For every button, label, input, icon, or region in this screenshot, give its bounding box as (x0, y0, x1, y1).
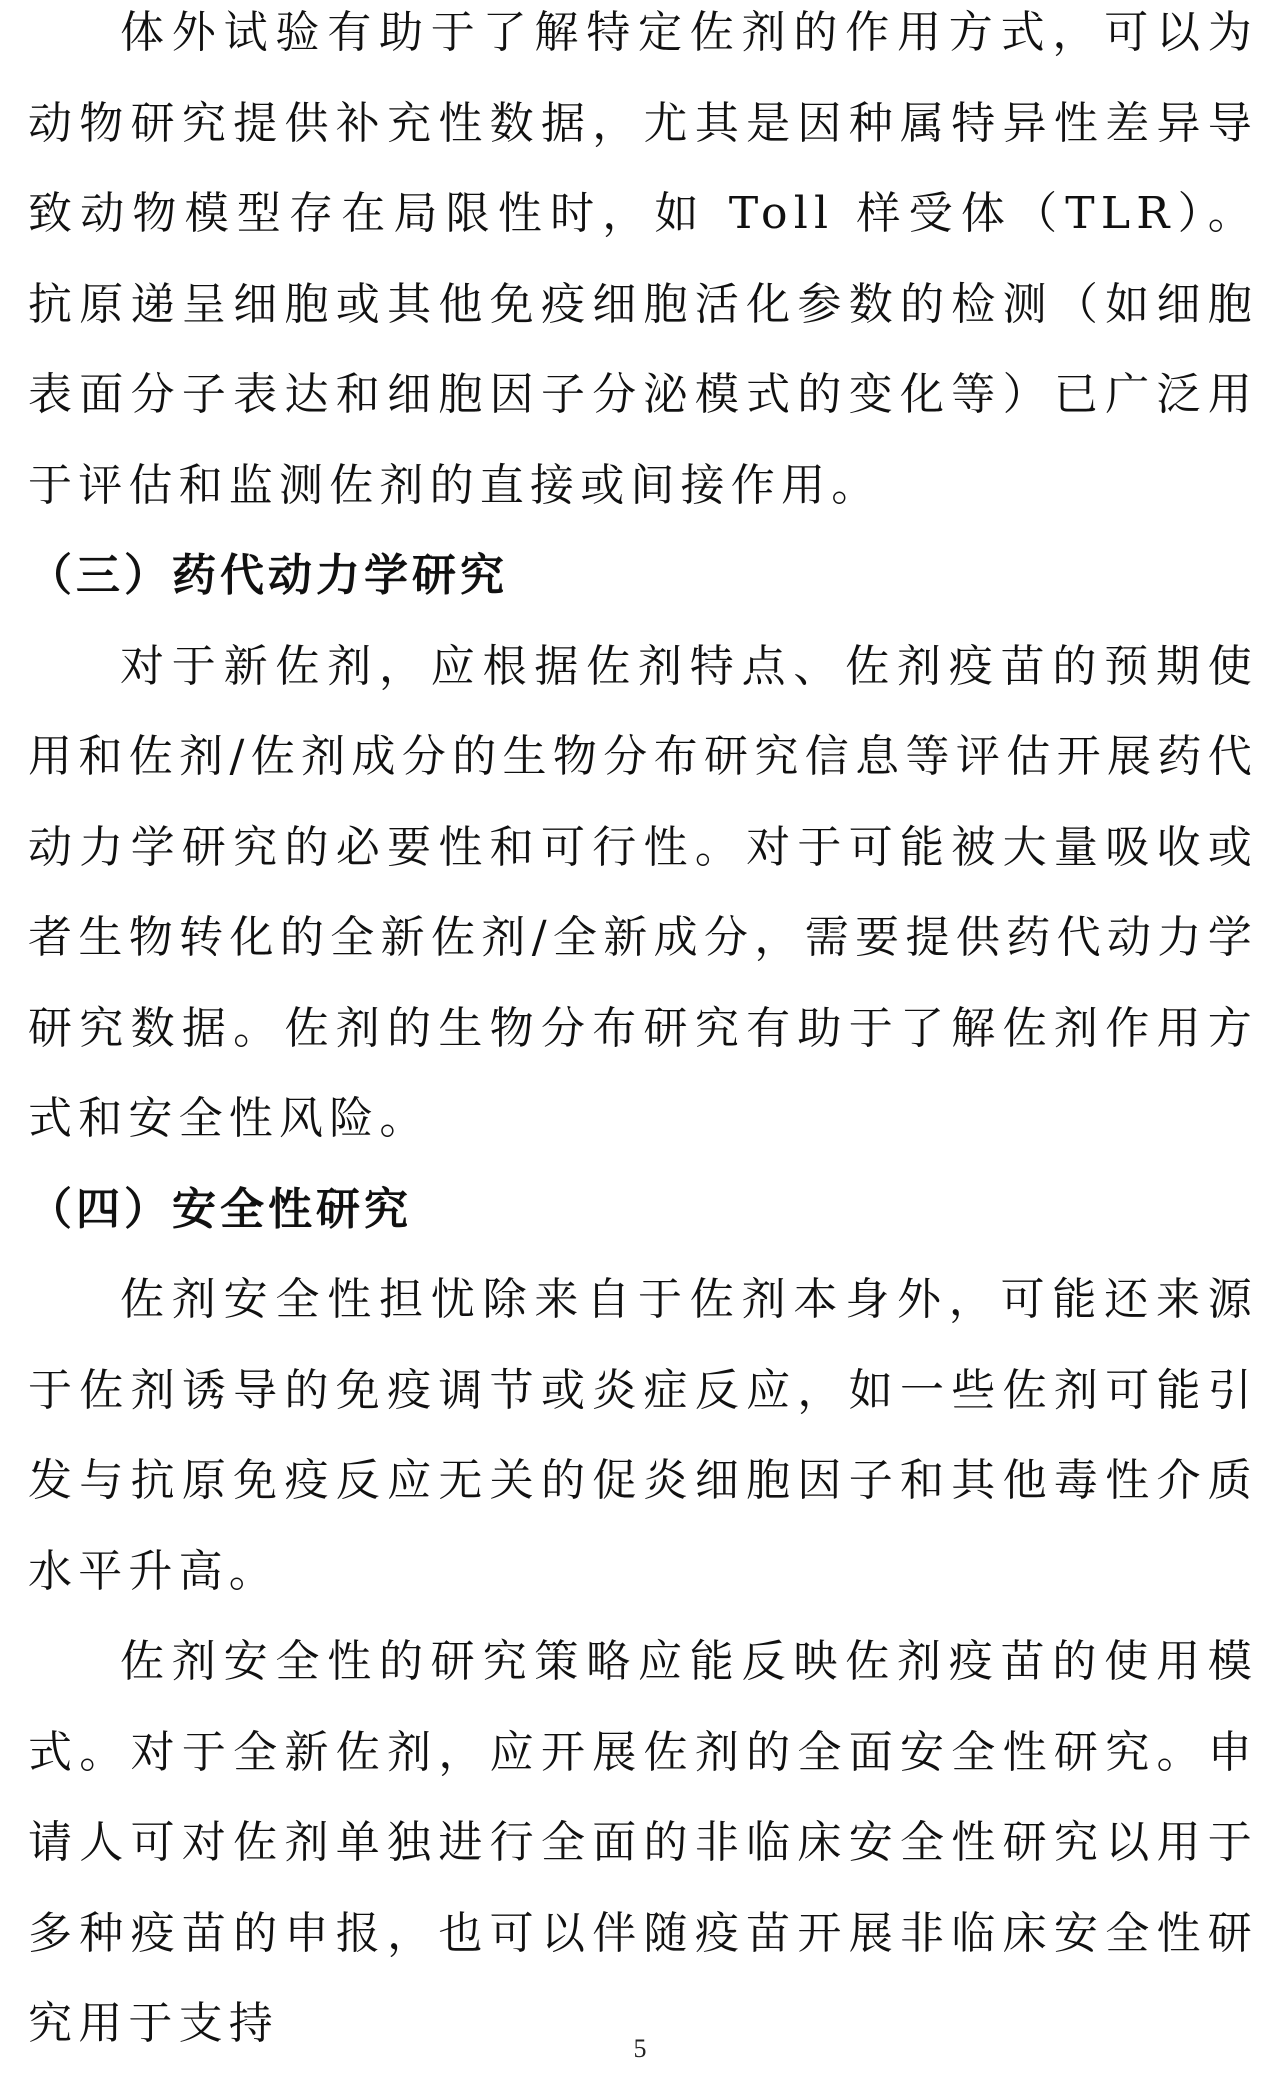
paragraph-safety-strategy: 佐剂安全性的研究策略应能反映佐剂疫苗的使用模式。对于全新佐剂，应开展佐剂的全面安全性研究。申请人可对佐剂单独进行全面的非临床安全性研究以用于多种疫苗的申报，也可以伴随疫苗开展非临床安全性研究用于支持 (28, 1636, 1258, 2049)
page-number: 5 (633, 2034, 647, 2063)
paragraph-pharmacokinetics: 对于新佐剂，应根据佐剂特点、佐剂疫苗的预期使用和佐剂/佐剂成分的生物分布研究信息等评估开展药代动力学研究的必要性和可行性。对于可能被大量吸收或者生物转化的全新佐剂/全新成分，需要提供药代动力学研究数据。佐剂的生物分布研究有助于了解佐剂作用方式和安全性风险。 (28, 640, 1258, 1144)
section-heading-pharmacokinetics: （三）药代动力学研究 (28, 550, 508, 601)
paragraph-in-vitro-tests: 体外试验有助于了解特定佐剂的作用方式，可以为动物研究提供补充性数据，尤其是因种属特异性差异导致动物模型存在局限性时，如 Toll 样受体（TLR）。抗原递呈细胞或其他免疫细胞活化参数的检测（如细胞表面分子表达和细胞因子分泌模式的变化等）已广泛用于评估和监测佐剂的直接或间接作用。 (28, 7, 1258, 511)
document-page (28, 0, 1258, 2070)
section-heading-safety: （四）安全性研究 (28, 1183, 412, 1235)
paragraph-safety-concerns: 佐剂安全性担忧除来自于佐剂本身外，可能还来源于佐剂诱导的免疫调节或炎症反应，如一些佐剂可能引发与抗原免疫反应无关的促炎细胞因子和其他毒性介质水平升高。 (28, 1274, 1258, 1597)
